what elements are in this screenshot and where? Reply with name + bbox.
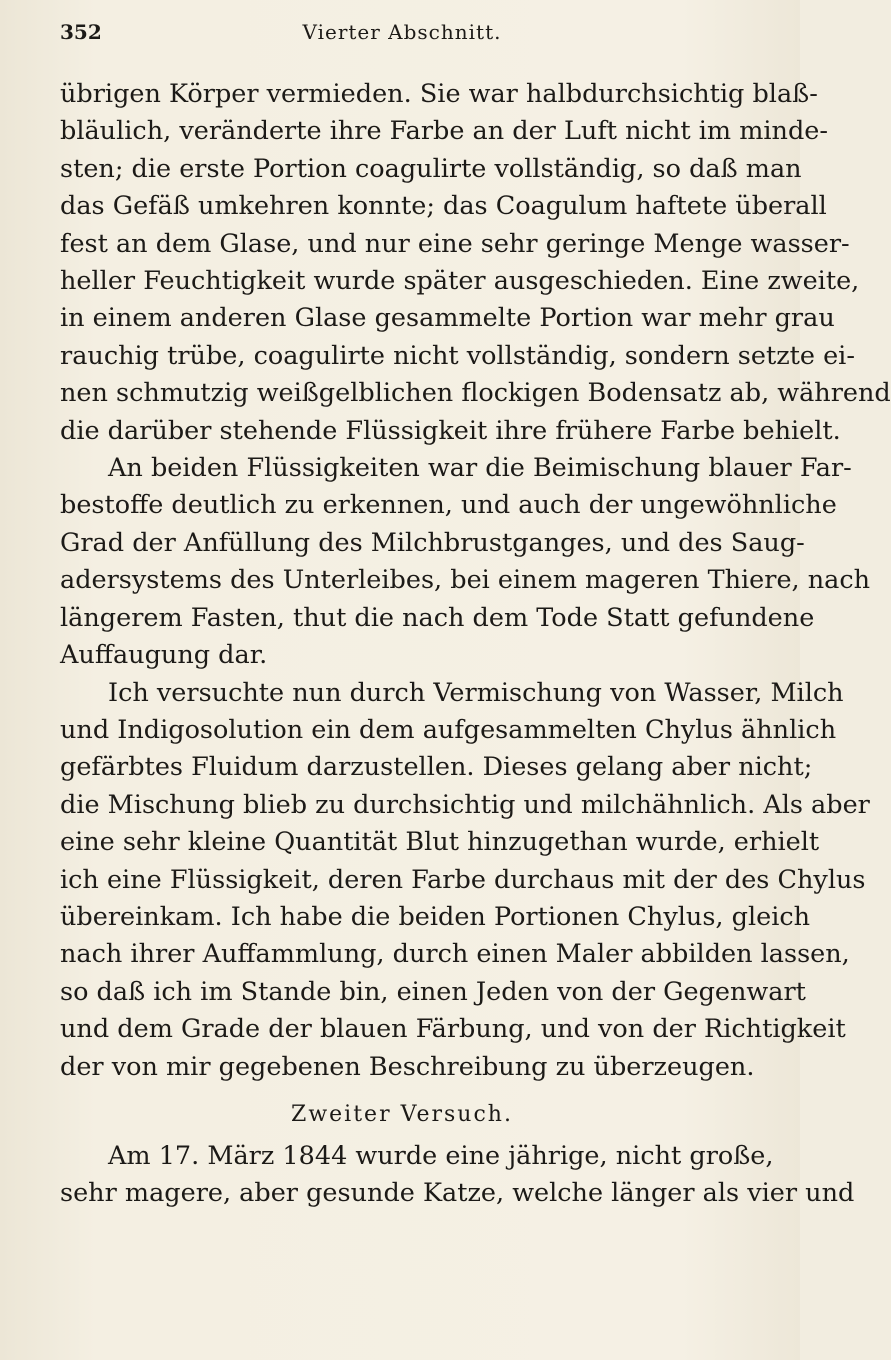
text-line: Am 17. März 1844 wurde eine jährige, nicht große,	[108, 1140, 774, 1171]
text-line: die Mischung blieb zu durchsichtig und milchähnlich. Als aber	[60, 789, 870, 820]
text-line: die darüber stehende Flüssigkeit ihre frühere Farbe behielt.	[60, 415, 841, 446]
text-line: übereinkam. Ich habe die beiden Portionen Chylus, gleich	[60, 901, 811, 932]
paragraph-2	[60, 450, 871, 674]
text-line: so daß ich im Stande bin, einen Jeden von der Gegenwart	[60, 976, 806, 1007]
running-head	[60, 20, 744, 54]
paragraph-4	[60, 1138, 855, 1213]
paragraph-3	[60, 675, 870, 1086]
text-line: in einem anderen Glase gesammelte Portion war mehr grau	[60, 303, 835, 334]
text-line: Ich versuchte nun durch Vermischung von Wasser, Milch	[108, 677, 844, 708]
text-line: An beiden Flüssigkeiten war die Beimischung blauer Far-	[108, 453, 852, 484]
text-line: längerem Fasten, thut die nach dem Tode Statt gefundene	[60, 602, 815, 633]
text-line: und Indigosolution ein dem aufgesammelten Chylus ähnlich	[60, 714, 837, 745]
text-line: heller Feuchtigkeit wurde später ausgeschieden. Eine zweite,	[60, 266, 860, 297]
text-line: übrigen Körper vermieden. Sie war halbdurchsichtig blaß-	[60, 79, 818, 109]
text-line: das Gefäß umkehren konnte; das Coagulum haftete überall	[60, 191, 827, 222]
text-line: sten; die erste Portion coagulirte vollständig, so daß man	[60, 153, 802, 184]
text-line: bestoffe deutlich zu erkennen, und auch der ungewöhnliche	[60, 490, 837, 521]
text-line: adersystems des Unterleibes, bei einem mageren Thiere, nach	[60, 565, 871, 596]
text-line: eine sehr kleine Quantität Blut hinzugethan wurde, erhielt	[60, 827, 820, 858]
text-line: und dem Grade der blauen Färbung, und von der Richtigkeit	[60, 1014, 846, 1045]
text-line: bläulich, veränderte ihre Farbe an der Luft nicht im minde-	[60, 116, 828, 147]
text-line: der von mir gegebenen Beschreibung zu überzeugen.	[60, 1051, 755, 1082]
text-line: gefärbtes Fluidum darzustellen. Dieses gelang aber nicht;	[60, 752, 813, 783]
body-text	[60, 76, 891, 1213]
text-line: rauchig trübe, coagulirte nicht vollständig, sondern setzte ei-	[60, 340, 855, 371]
text-line: Grad der Anfüllung des Milchbrustganges, und des Saug-	[60, 527, 805, 558]
text-line: fest an dem Glase, und nur eine sehr geringe Menge wasser-	[60, 228, 850, 259]
text-line: nach ihrer Auffammlung, durch einen Maler abbilden lassen,	[60, 939, 850, 970]
subheading: Zweiter Versuch.	[291, 1101, 513, 1127]
paragraph-1	[60, 76, 891, 450]
text-line: ich eine Flüssigkeit, deren Farbe durchaus mit der des Chylus	[60, 864, 866, 895]
text-line: nen schmutzig weißgelblichen flockigen Bodensatz ab, während	[60, 378, 891, 409]
section-title: Vierter Abschnitt.	[302, 20, 502, 44]
text-line: sehr magere, aber gesunde Katze, welche länger als vier und	[60, 1178, 855, 1209]
page-number: 352	[60, 20, 102, 44]
text-line: Auffaugung dar.	[60, 640, 268, 671]
